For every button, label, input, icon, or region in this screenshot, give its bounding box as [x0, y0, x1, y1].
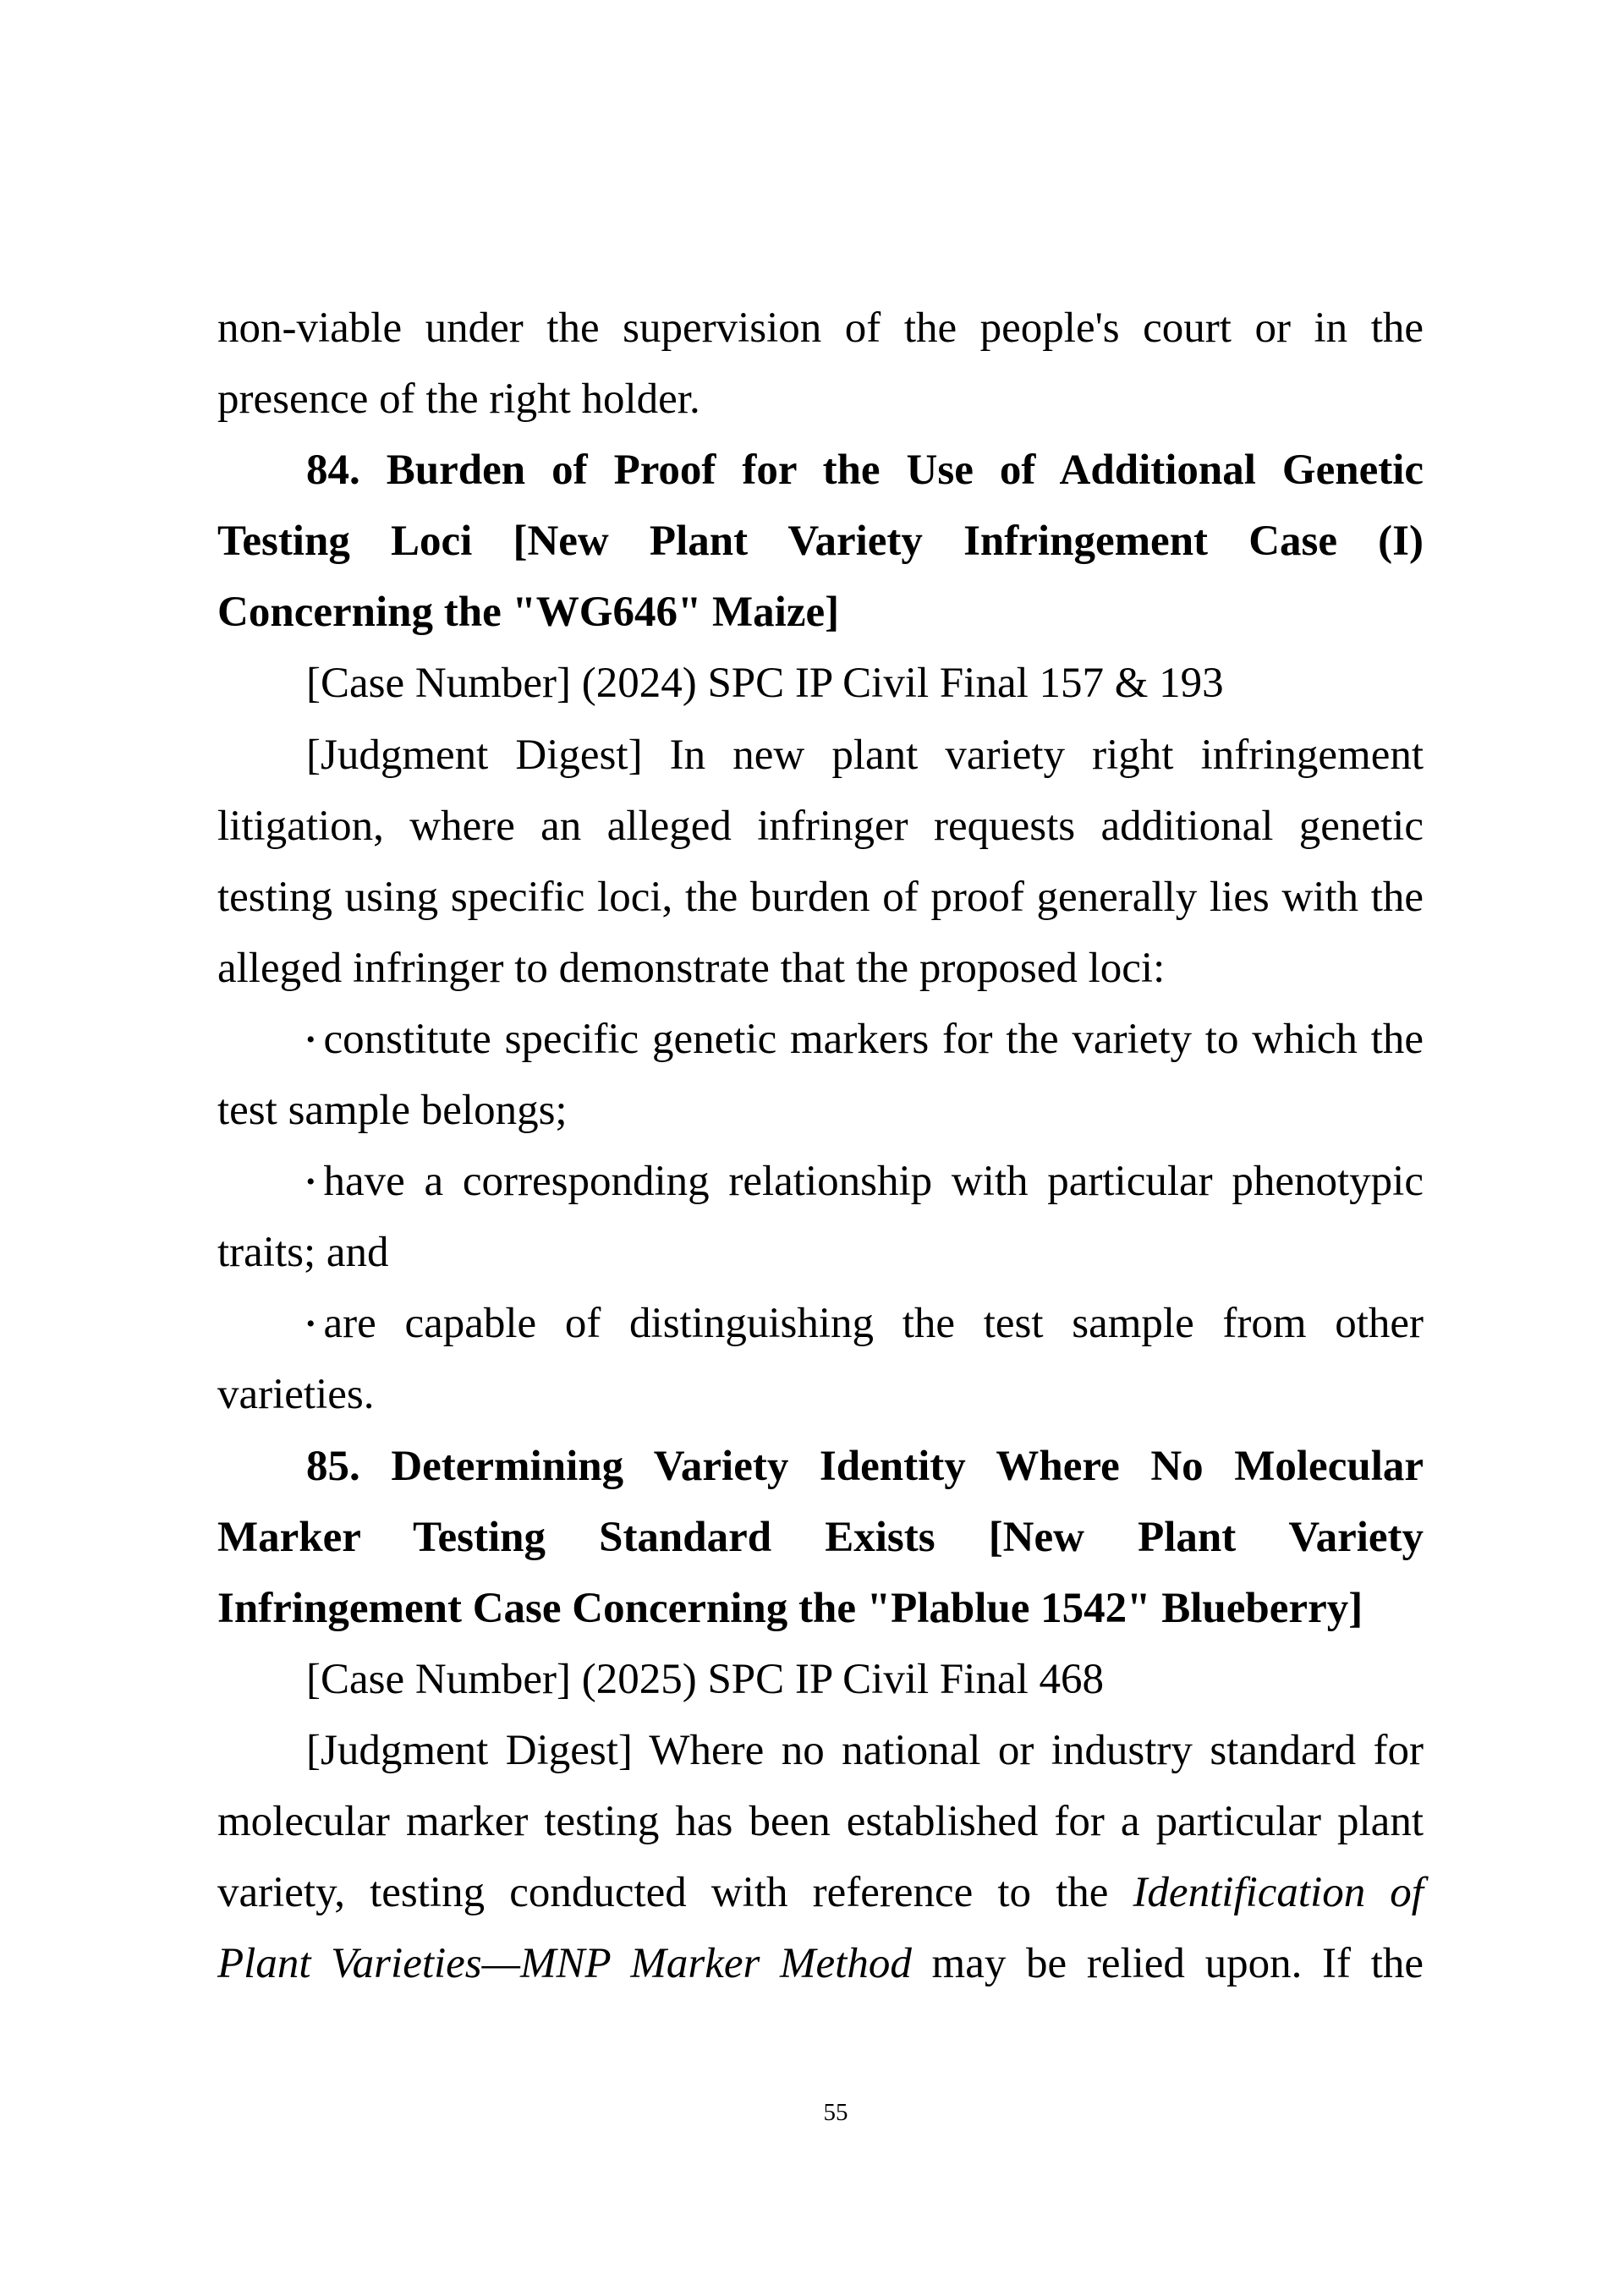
bullet-item-line — [217, 1288, 1424, 1359]
section-84-digest-line: litigation, where an alleged infringer requests additional genetic — [217, 802, 1424, 850]
section-84-digest-line: testing using specific loci, the burden of proof generally lies with the — [217, 873, 1424, 921]
section-85-digest-line — [217, 1857, 1424, 1928]
bullet-text: constitute specific genetic markers for the variety to which the — [323, 1015, 1424, 1063]
standard-title-italic: Plant Varieties—MNP Marker Method — [217, 1940, 912, 1988]
body-text — [217, 293, 1424, 1999]
bullet-icon: • — [306, 1310, 315, 1339]
section-84-case-number: [Case Number] (2024) SPC IP Civil Final 157 & 193 — [306, 660, 1224, 708]
digest-text: variety, testing conducted with reference to the — [217, 1869, 1133, 1917]
bullet-text: have a corresponding relationship with particular phenotypic — [323, 1158, 1424, 1206]
section-85-heading-line: Marker Testing Standard Exists [New Plant Variety — [217, 1513, 1424, 1561]
section-85-heading-line: Infringement Case Concerning the "Plablue 1542" Blueberry] — [217, 1584, 1363, 1632]
bullet-icon: • — [306, 1168, 315, 1197]
bullet-item-line: test sample belongs; — [217, 1087, 568, 1135]
paragraph-line: presence of the right holder. — [217, 375, 700, 424]
bullet-item-line — [217, 1004, 1424, 1075]
section-85-case-number: [Case Number] (2025) SPC IP Civil Final 468 — [306, 1655, 1105, 1703]
digest-text: may be relied upon. If the — [911, 1940, 1424, 1988]
bullet-text: are capable of distinguishing the test sample from other — [323, 1300, 1424, 1348]
section-84-heading-line: Concerning the "WG646" Maize] — [217, 589, 840, 637]
section-85-heading-line: 85. Determining Variety Identity Where No Molecular — [306, 1442, 1424, 1490]
page-number: 55 — [823, 2099, 848, 2126]
section-85-digest-line: molecular marker testing has been established for a particular plant — [217, 1797, 1424, 1845]
section-85-digest-line — [217, 1928, 1424, 1999]
bullet-item-line: varieties. — [217, 1371, 375, 1419]
section-84-digest-line: alleged infringer to demonstrate that the proposed loci: — [217, 944, 1166, 992]
section-84-digest-line: [Judgment Digest] In new plant variety right infringement — [306, 731, 1424, 779]
paragraph-line: non-viable under the supervision of the people's court or in the — [217, 304, 1424, 352]
bullet-item-line — [217, 1146, 1424, 1217]
section-84-heading-line: 84. Burden of Proof for the Use of Additional Genetic — [306, 447, 1424, 495]
bullet-icon: • — [306, 1025, 315, 1054]
bullet-item-line: traits; and — [217, 1229, 389, 1277]
section-85-digest-line: [Judgment Digest] Where no national or industry standard for — [306, 1726, 1424, 1774]
standard-title-italic: Identification of — [1133, 1869, 1424, 1917]
section-84-heading-line: Testing Loci [New Plant Variety Infringement Case (I) — [217, 518, 1424, 566]
